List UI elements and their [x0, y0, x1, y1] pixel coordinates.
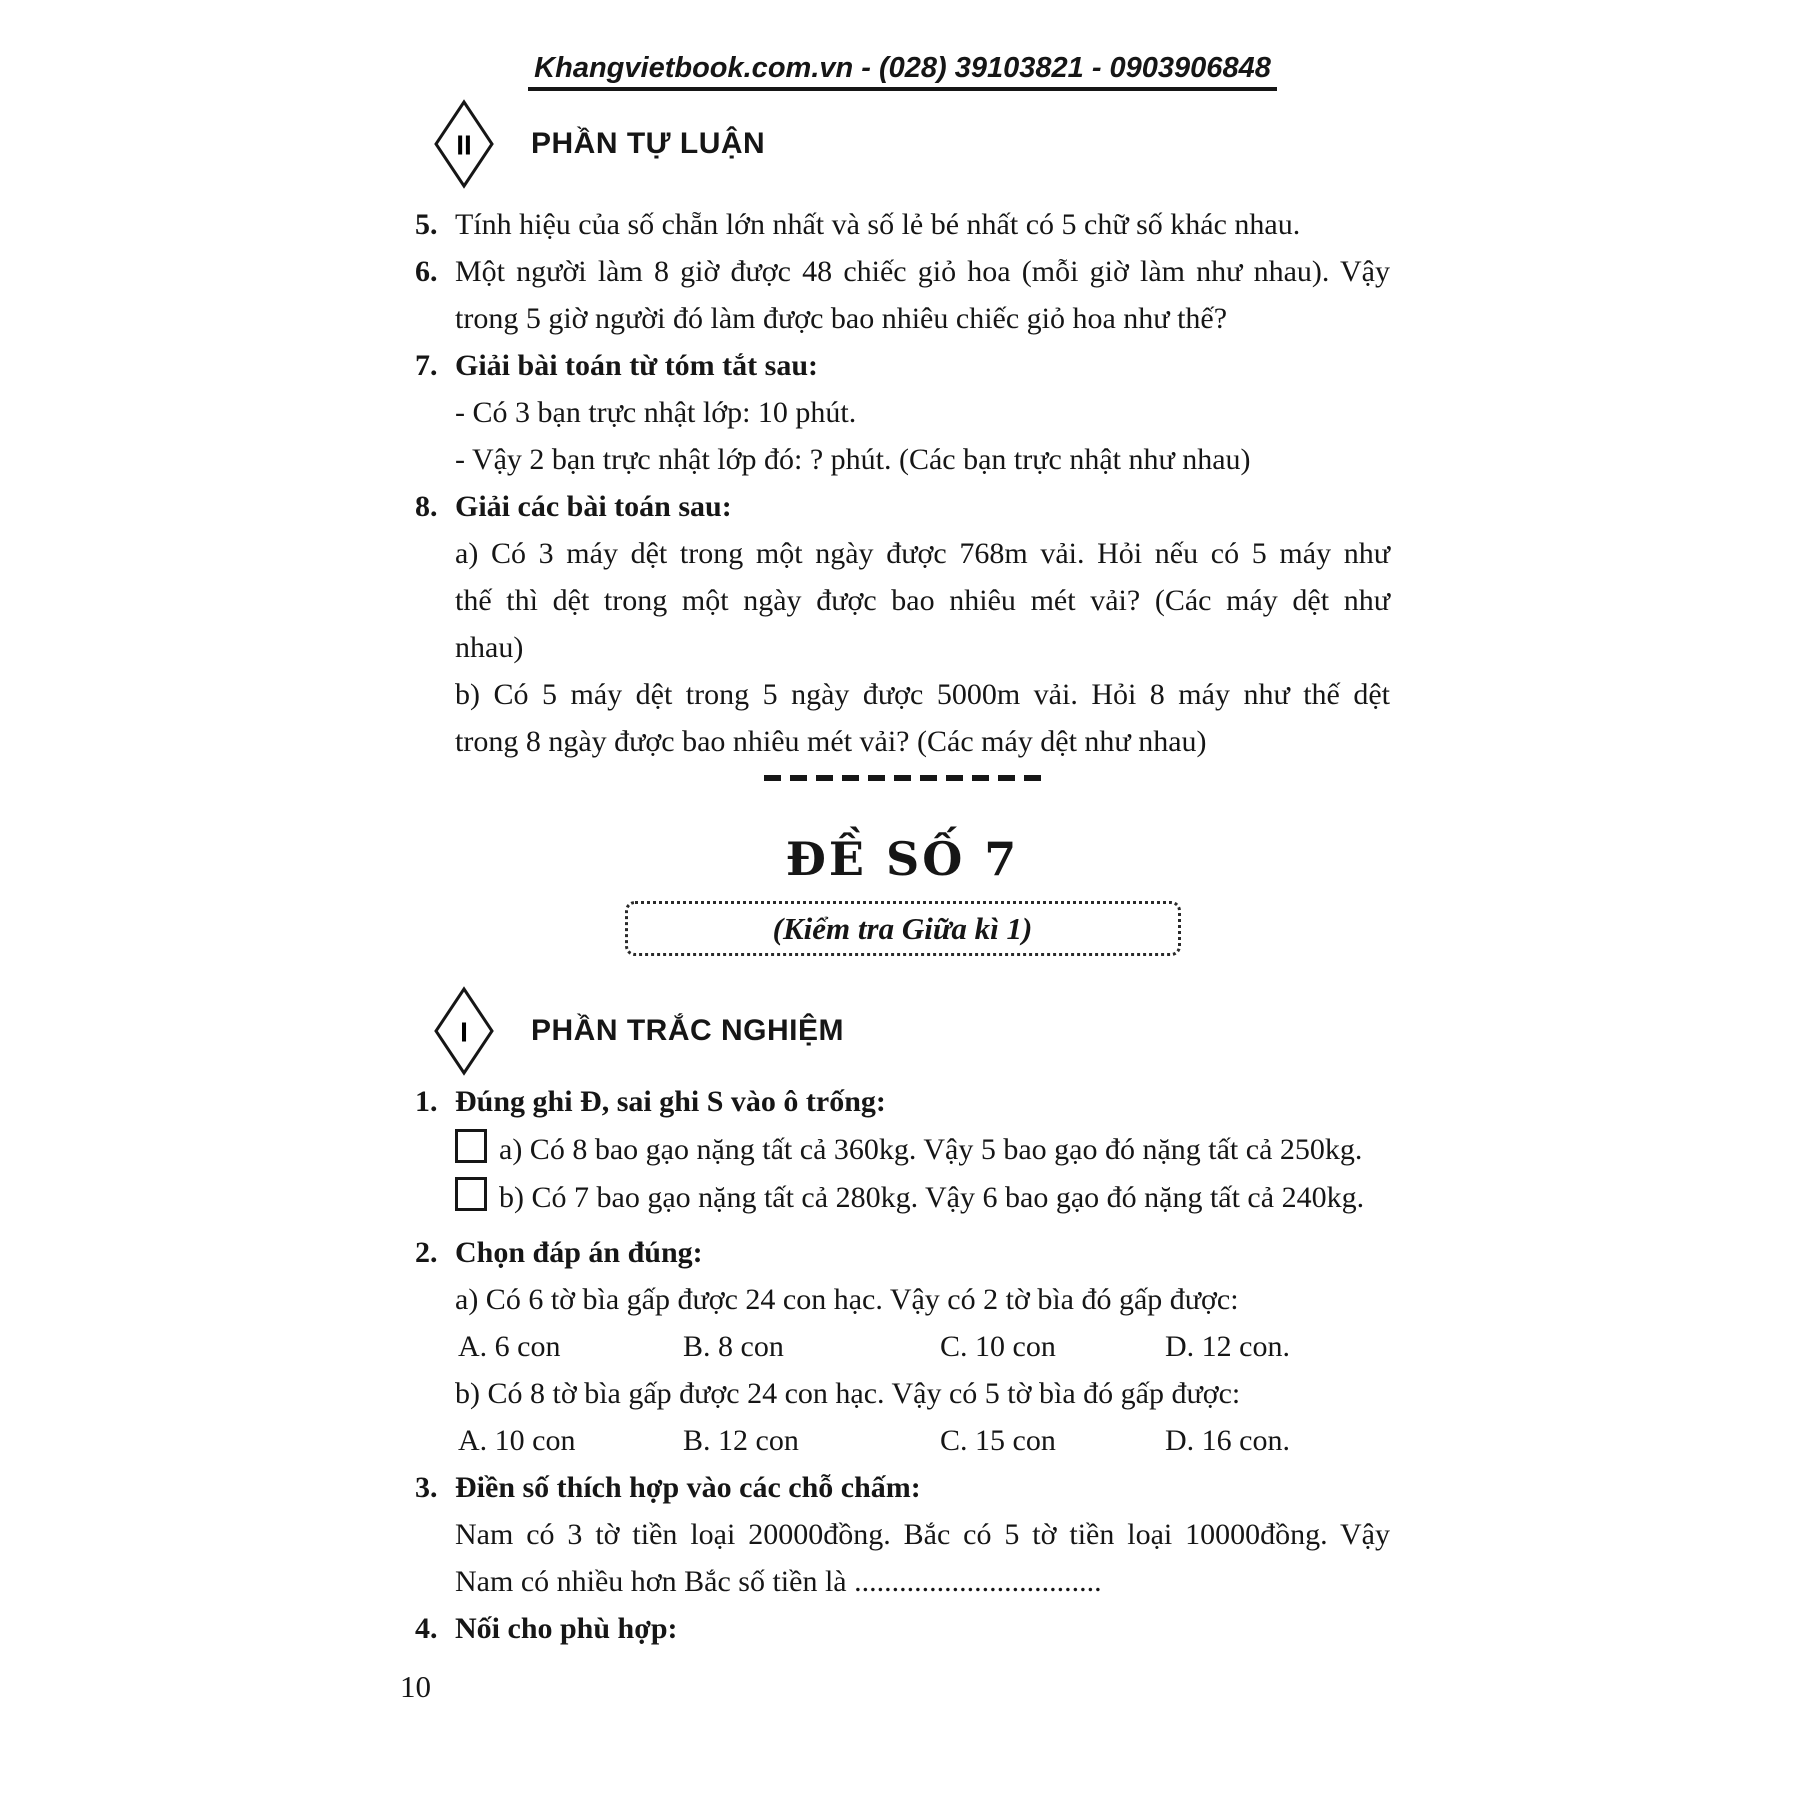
text-line: a) Có 3 máy dệt trong một ngày được 768m vải. Hỏi nếu có 5 máy như [455, 537, 1390, 570]
item-number: 3. [415, 1471, 438, 1504]
text-line: Nam có 3 tờ tiền loại 20000đồng. Bắc có 5 tờ tiền loại 10000đồng. Vậy [455, 1518, 1390, 1551]
item-heading: Điền số thích hợp vào các chỗ chấm: [455, 1471, 921, 1504]
choice-d: D. 16 con. [1165, 1424, 1290, 1457]
text-line: b) Có 5 máy dệt trong 5 ngày được 5000m vải. Hỏi 8 máy như thế dệt [455, 678, 1390, 711]
item-heading: Chọn đáp án đúng: [455, 1236, 703, 1269]
choice-c: C. 10 con [940, 1330, 1056, 1363]
section-marker-numeral: II [456, 129, 472, 161]
text-line: trong 5 giờ người đó làm được bao nhiêu chiếc giỏ hoa như thế? [455, 302, 1228, 335]
problem-item-2 [415, 1229, 1390, 1464]
item-heading: Giải các bài toán sau: [455, 490, 732, 523]
section-marker-numeral: I [460, 1016, 468, 1048]
mc-problem-list [415, 1078, 1390, 1652]
section-essay-header [415, 99, 1390, 189]
text-line: nhau) [455, 631, 524, 664]
essay-problem-list [415, 201, 1390, 765]
problem-item-5 [415, 201, 1390, 248]
answer-checkbox [455, 1129, 487, 1163]
item-number: 6. [415, 255, 438, 288]
text-line: Một người làm 8 giờ được 48 chiếc giỏ hoa (mỗi giờ làm như nhau). Vậy [455, 255, 1390, 288]
text-line: - Có 3 bạn trực nhật lớp: 10 phút. [455, 396, 857, 429]
choices-row [455, 1323, 1390, 1370]
text-line: a) Có 8 bao gạo nặng tất cả 360kg. Vậy 5 bao gạo đó nặng tất cả 250kg. [499, 1133, 1363, 1166]
answer-checkbox [455, 1177, 487, 1211]
item-number: 7. [415, 349, 438, 382]
text-line: thế thì dệt trong một ngày được bao nhiêu mét vải? (Các máy dệt như [455, 584, 1390, 617]
page-header [415, 0, 1390, 91]
item-number: 5. [415, 208, 438, 241]
problem-item-4 [415, 1605, 1390, 1652]
dashed-divider [764, 775, 1041, 781]
problem-item-3 [415, 1464, 1390, 1605]
exam-subtitle: (Kiểm tra Giữa kì 1) [772, 910, 1033, 946]
section-title: PHẦN TRẮC NGHIỆM [531, 1014, 844, 1047]
item-heading: Đúng ghi Đ, sai ghi S vào ô trống: [455, 1085, 886, 1118]
problem-item-7 [415, 342, 1390, 483]
item-number: 8. [415, 490, 438, 523]
item-heading: Giải bài toán từ tóm tắt sau: [455, 349, 819, 382]
checkbox-line [455, 1173, 1390, 1221]
choice-b: B. 12 con [683, 1424, 799, 1457]
text-line: - Vậy 2 bạn trực nhật lớp đó: ? phút. (Các bạn trực nhật như nhau) [455, 443, 1251, 476]
exam-title: ĐỀ SỐ 7 [785, 832, 1020, 886]
question-line: a) Có 6 tờ bìa gấp được 24 con hạc. Vậy có 2 tờ bìa đó gấp được: [455, 1283, 1239, 1316]
choice-a: A. 10 con [458, 1424, 576, 1457]
choice-a: A. 6 con [458, 1330, 561, 1363]
book-header-text: Khangvietbook.com.vn - (028) 39103821 - 0903906848 [528, 52, 1277, 91]
choices-row [455, 1417, 1390, 1464]
problem-item-6 [415, 248, 1390, 342]
question-line: b) Có 8 tờ bìa gấp được 24 con hạc. Vậy có 5 tờ bìa đó gấp được: [455, 1377, 1241, 1410]
exam-subtitle-box [625, 901, 1181, 956]
choice-d: D. 12 con. [1165, 1330, 1290, 1363]
section-title: PHẦN TỰ LUẬN [531, 127, 766, 160]
problem-item-8 [415, 483, 1390, 765]
item-heading: Nối cho phù hợp: [455, 1612, 678, 1645]
item-number: 4. [415, 1612, 438, 1645]
item-number: 2. [415, 1236, 438, 1269]
page-number: 10 [400, 1669, 431, 1704]
item-number: 1. [415, 1085, 438, 1118]
text-line: b) Có 7 bao gạo nặng tất cả 280kg. Vậy 6 bao gạo đó nặng tất cả 240kg. [499, 1181, 1365, 1214]
text-line: Nam có nhiều hơn Bắc số tiền là ................................. [455, 1565, 1102, 1598]
choice-b: B. 8 con [683, 1330, 784, 1363]
text-line: trong 8 ngày được bao nhiêu mét vải? (Các máy dệt như nhau) [455, 725, 1207, 758]
choice-c: C. 15 con [940, 1424, 1056, 1457]
diamond-marker-icon [433, 986, 495, 1076]
checkbox-line [455, 1125, 1390, 1173]
problem-item-1 [415, 1078, 1390, 1221]
text-line: Tính hiệu của số chẵn lớn nhất và số lẻ bé nhất có 5 chữ số khác nhau. [455, 208, 1301, 241]
diamond-marker-icon [433, 99, 495, 189]
section-mc-header [415, 986, 1390, 1076]
